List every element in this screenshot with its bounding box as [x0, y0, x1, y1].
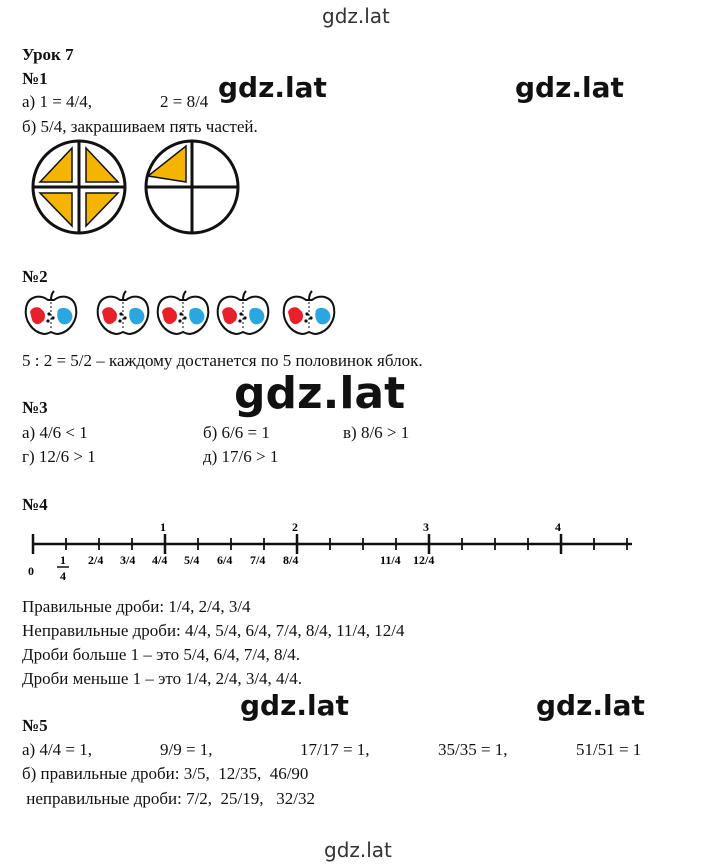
tick-label: 3/4: [120, 553, 136, 567]
task3-label: №3: [22, 398, 48, 417]
task3-a: а) 4/6 < 1: [22, 423, 88, 442]
task4-greater: Дроби больше 1 – это 5/4, 6/4, 7/4, 8/4.: [22, 645, 301, 664]
watermark-top: gdz.lat: [322, 4, 390, 28]
task5-b: б) правильные дроби: 3/5, 12/35, 46/90: [22, 764, 309, 783]
task3-b: б) 6/6 = 1: [203, 423, 270, 442]
task2-line: 5 : 2 = 5/2 – каждому достанется по 5 половинок яблок.: [22, 351, 423, 370]
task5-label: №5: [22, 716, 48, 735]
tick-label: 4/4: [152, 553, 168, 567]
task4-proper: Правильные дроби: 1/4, 2/4, 3/4: [22, 597, 251, 616]
task5-a4: 35/35 = 1,: [438, 740, 508, 759]
apples-row: [22, 288, 342, 338]
apple-icon: [98, 291, 149, 334]
task5-c: неправильные дроби: 7/2, 25/19, 32/32: [22, 789, 316, 808]
int-label-3: 3: [423, 520, 429, 534]
task4-improper: Неправильные дроби: 4/4, 5/4, 6/4, 7/4, 8/4, 11/4, 12/4: [22, 621, 405, 640]
int-label-2: 2: [292, 520, 298, 534]
tick-label: 7/4: [250, 553, 266, 567]
task4-label: №4: [22, 495, 48, 514]
tick-label: 6/4: [217, 553, 233, 567]
int-label-1: 1: [160, 520, 166, 534]
int-label-0: 0: [28, 564, 34, 578]
task3-d: д) 17/6 > 1: [203, 447, 279, 466]
apple-icon: [284, 291, 335, 334]
watermark-left-1: gdz.lat: [218, 71, 327, 104]
task5-a1: а) 4/4 = 1,: [22, 740, 93, 759]
tick-label: 11/4: [380, 553, 401, 567]
task5-a2: 9/9 = 1,: [160, 740, 213, 759]
fraction-circles: [28, 138, 248, 238]
task5-a5: 51/51 = 1: [576, 740, 642, 759]
circle-fully-shaded: [33, 141, 125, 233]
watermark-right-2: gdz.lat: [536, 689, 645, 722]
tick-label: 12/4: [413, 553, 435, 567]
task1-line-a-2: 2 = 8/4: [160, 92, 209, 111]
apple-icon: [26, 291, 77, 334]
task4-less: Дроби меньше 1 – это 1/4, 2/4, 3/4, 4/4.: [22, 669, 303, 688]
watermark-left-2: gdz.lat: [240, 689, 349, 722]
watermark-center: gdz.lat: [234, 368, 406, 419]
task3-v: в) 8/6 > 1: [343, 423, 410, 442]
task1-label: №1: [22, 69, 48, 88]
task1-line-b: б) 5/4, закрашиваем пять частей.: [22, 117, 258, 136]
task3-g: г) 12/6 > 1: [22, 447, 96, 466]
circle-partly-shaded: [146, 141, 238, 233]
tick-label: 8/4: [283, 553, 299, 567]
quarter-denominator: 4: [60, 569, 66, 583]
watermark-right-1: gdz.lat: [515, 71, 624, 104]
task5-a3: 17/17 = 1,: [300, 740, 370, 759]
task1-line-a-1: а) 1 = 4/4,: [22, 92, 93, 111]
quarter-numerator: 1: [60, 553, 66, 567]
tick-label: 5/4: [184, 553, 200, 567]
apple-icon: [158, 291, 209, 334]
apple-icon: [218, 291, 269, 334]
number-line: [22, 514, 642, 589]
int-label-4: 4: [555, 520, 561, 534]
watermark-bottom: gdz.lat: [324, 838, 392, 862]
tick-label: 2/4: [88, 553, 104, 567]
lesson-title: Урок 7: [22, 45, 74, 64]
task2-label: №2: [22, 267, 48, 286]
